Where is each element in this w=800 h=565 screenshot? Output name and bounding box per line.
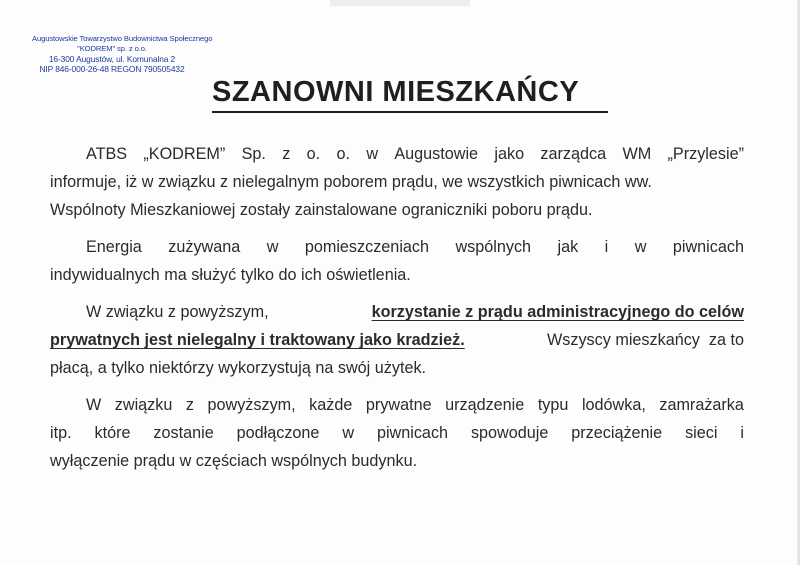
word: typu — [537, 396, 569, 414]
word: ATBS — [86, 145, 128, 163]
word: piwnicach — [672, 238, 744, 256]
notice-body — [50, 140, 744, 484]
word: w — [634, 238, 647, 256]
company-stamp — [32, 34, 213, 74]
text-line: Wspólnoty Mieszkaniowej zostały zainstalowane ograniczniki poboru prądu. — [50, 201, 593, 219]
word: lodówka, — [581, 396, 646, 414]
word: w — [266, 238, 279, 256]
emphasis-text: prywatnych jest nielegalny i traktowany jako kradzież. — [50, 331, 465, 349]
paragraph-1 — [50, 140, 744, 224]
word: W — [86, 396, 102, 414]
stamp-tax-ids: NIP 846-000-26-48 REGON 790505432 — [39, 64, 185, 74]
justified-line — [50, 140, 744, 168]
text-plain: Wszyscy mieszkańcy za to — [547, 331, 744, 349]
justified-line — [50, 419, 744, 447]
word: Sp. — [241, 145, 266, 163]
paragraph-4 — [50, 391, 744, 475]
stamp-company-short: "KODREM" sp. z o.o. — [77, 44, 147, 53]
word: Energia — [86, 238, 142, 256]
word: z — [282, 145, 291, 163]
word: „Przylesie” — [667, 145, 744, 163]
word: prywatne — [365, 396, 432, 414]
text-plain: W związku z powyższym, — [86, 303, 269, 321]
word: jak — [557, 238, 579, 256]
word: sieci — [685, 424, 718, 442]
word: zużywana — [168, 238, 241, 256]
word: wspólnych — [455, 238, 532, 256]
word: w — [342, 424, 355, 442]
word: z — [185, 396, 194, 414]
text-line — [50, 326, 744, 354]
word: Augustowie — [394, 145, 479, 163]
text-line: informuje, iż w związku z nielegalnym poborem prądu, we wszystkich piwnicach ww. — [50, 173, 652, 191]
justified-line — [50, 233, 744, 261]
word: zostanie — [153, 424, 214, 442]
word: „KODREM” — [143, 145, 226, 163]
word: pomieszczeniach — [304, 238, 430, 256]
word: każde — [309, 396, 353, 414]
word: związku — [114, 396, 173, 414]
word: jako — [494, 145, 525, 163]
emphasis-text: korzystanie z prądu administracyjnego do celów — [371, 303, 744, 321]
title-underline — [212, 111, 608, 113]
word: które — [94, 424, 131, 442]
word: urządzenie — [445, 396, 525, 414]
stamp-company-name: Augustowskie Towarzystwo Budownictwa Społecznego — [32, 34, 213, 43]
word: zarządca — [540, 145, 607, 163]
word: zamrażarka — [659, 396, 744, 414]
word: piwnicach — [376, 424, 449, 442]
word: podłączone — [236, 424, 320, 442]
word: o. — [306, 145, 321, 163]
word: i — [740, 424, 744, 442]
word: WM — [622, 145, 652, 163]
text-line: indywidualnych ma służyć tylko do ich oświetlenia. — [50, 266, 411, 284]
word: i — [604, 238, 609, 256]
paragraph-2 — [50, 233, 744, 289]
paragraph-3 — [50, 298, 744, 382]
justified-line — [50, 391, 744, 419]
stamp-address: 16-300 Augustów, ul. Komunalna 2 — [48, 54, 176, 64]
text-line: płacą, a tylko niektórzy wykorzystują na swój użytek. — [50, 359, 427, 377]
word: powyższym, — [207, 396, 296, 414]
page-title: SZANOWNI MIESZKAŃCY — [212, 76, 580, 108]
word: o. — [336, 145, 350, 163]
text-line — [50, 298, 744, 326]
word: spowoduje — [470, 424, 549, 442]
text-line: wyłączenie prądu w częściach wspólnych budynku. — [50, 452, 418, 470]
word: przeciążenie — [571, 424, 663, 442]
word: itp. — [50, 424, 72, 442]
scan-shadow — [330, 0, 470, 6]
word: w — [366, 145, 379, 163]
